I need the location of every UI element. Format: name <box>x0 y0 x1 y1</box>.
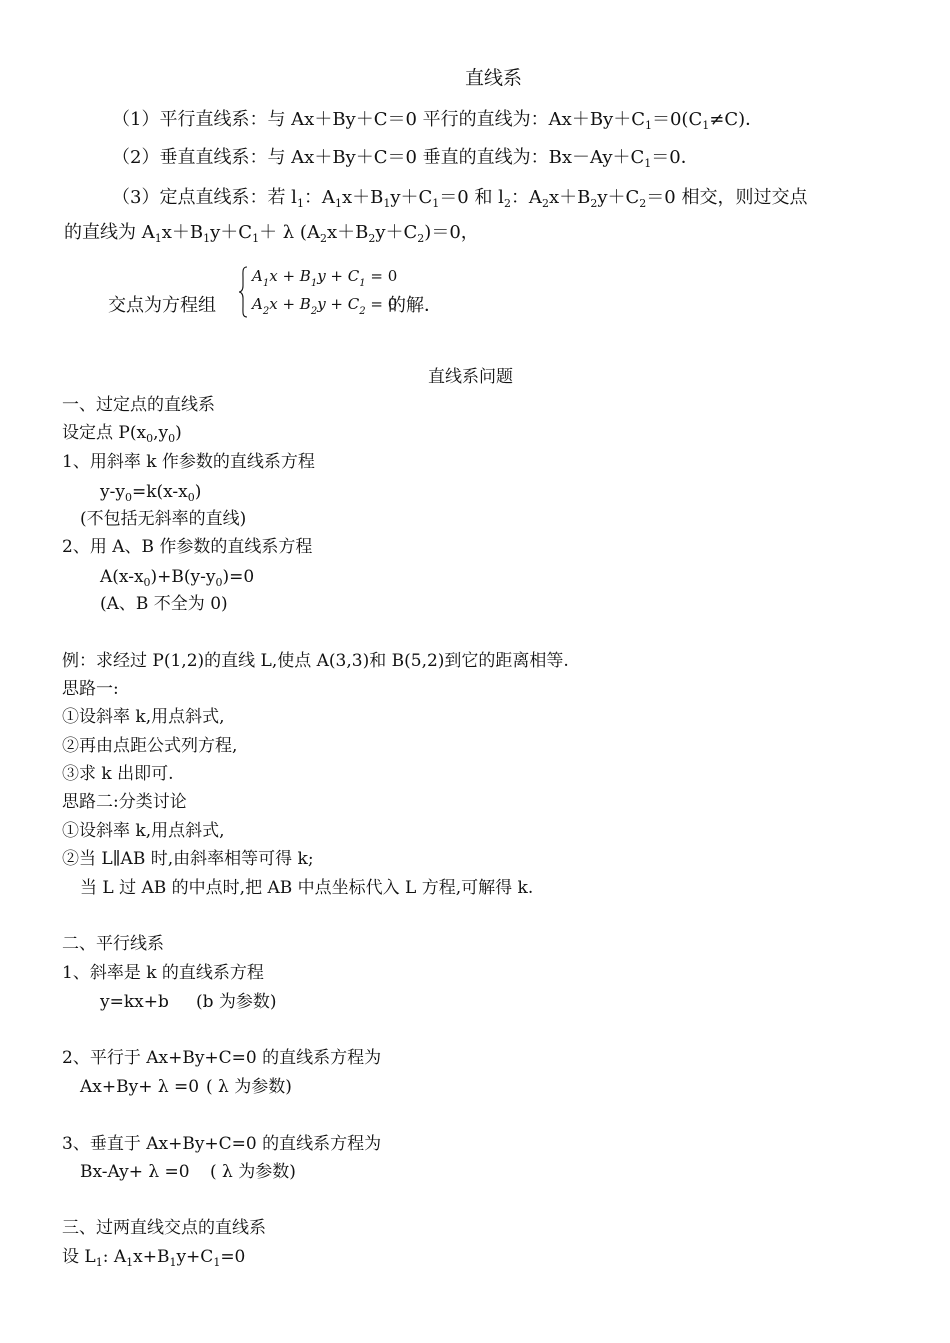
heading-intersection: 三、过两直线交点的直线系 <box>62 1218 266 1238</box>
system-row-1: $A_1x + B_1y + C_1 = 0$ <box>252 267 398 289</box>
intro-fixed-point-line: （3）定点直线系：若 $l_1$：$A_1x+B_1y+C_1=0$ 和 $l_2$：$A_2x+B_2y+C_2=0$ 相交，则过交点 <box>112 187 808 210</box>
equation-line: $A(x-x_0)+B(y-y_0)=0$ <box>100 567 255 589</box>
equation-line: y=kx+b <box>100 992 169 1012</box>
equation-line: $y-y_0=k(x-x_0)$ <box>100 482 202 504</box>
text-line: ( λ 为参数) <box>206 1077 292 1097</box>
heading-fixed-point: 一、过定点的直线系 <box>62 395 215 415</box>
intro-perpendicular-line: （2）垂直直线系：与 Ax＋By＋C＝0 垂直的直线为：$Bx-Ay+C_1=0$． <box>112 147 699 170</box>
text-line: 1、斜率是 k 的直线系方程 <box>62 963 264 983</box>
equation-line: 设 $L_1$: $A_1x+B_1y+C_1=0$ <box>62 1247 246 1269</box>
text-line: ①设斜率 k,用点斜式, <box>62 707 225 727</box>
text-line: 设定点 $P(x_0,y_0)$ <box>62 423 182 445</box>
text-line: ①设斜率 k,用点斜式, <box>62 821 225 841</box>
doc-title: 直线系 <box>465 67 523 89</box>
system-row-2: $A_2x + B_2y + C_2 = 0$ <box>252 295 398 317</box>
text-line: 3、垂直于 Ax+By+C=0 的直线系方程为 <box>62 1134 382 1154</box>
text-line: ③求 k 出即可. <box>62 764 174 784</box>
intro-parallel-line: （1）平行直线系：与 Ax＋By＋C＝0 平行的直线为：$Ax+By+C_1=0(C_1\ne C)$． <box>112 109 764 132</box>
brace-icon <box>238 266 248 318</box>
text-line: ②再由点距公式列方程, <box>62 736 238 756</box>
text-line: 1、用斜率 k 作参数的直线系方程 <box>62 452 315 472</box>
text-line: ②当 L∥AB 时,由斜率相等可得 k; <box>62 849 314 869</box>
text-line: (不包括无斜率的直线) <box>80 509 247 529</box>
text-line: 2、用 A、B 作参数的直线系方程 <box>62 537 313 557</box>
intro-system-suffix: 的解． <box>388 295 442 316</box>
text-line: 思路一: <box>62 679 119 699</box>
text-line: ( λ 为参数) <box>210 1162 296 1182</box>
intro-fixed-point-equation: 的直线为 $A_1x+B_1y+C_1+ \lambda$ $(A_2x+B_2y+C_2)=0$， <box>64 222 479 245</box>
text-line: (b 为参数) <box>196 992 277 1012</box>
text-line: (A、B 不全为 0) <box>100 594 228 614</box>
section-title: 直线系问题 <box>428 367 513 387</box>
example-line: 例：求经过 P(1,2)的直线 L,使点 A(3,3)和 B(5,2)到它的距离相等. <box>62 651 569 671</box>
heading-parallel: 二、平行线系 <box>62 934 164 954</box>
equation-line: Bx-Ay+ λ =0 <box>80 1162 190 1182</box>
equation-line: Ax+By+ λ =0 <box>80 1077 200 1097</box>
text-line: 当 L 过 AB 的中点时,把 AB 中点坐标代入 L 方程,可解得 k. <box>80 878 534 898</box>
intro-system-label: 交点为方程组 <box>108 295 216 316</box>
text-line: 思路二:分类讨论 <box>62 792 187 812</box>
text-line: 2、平行于 Ax+By+C=0 的直线系方程为 <box>62 1048 382 1068</box>
